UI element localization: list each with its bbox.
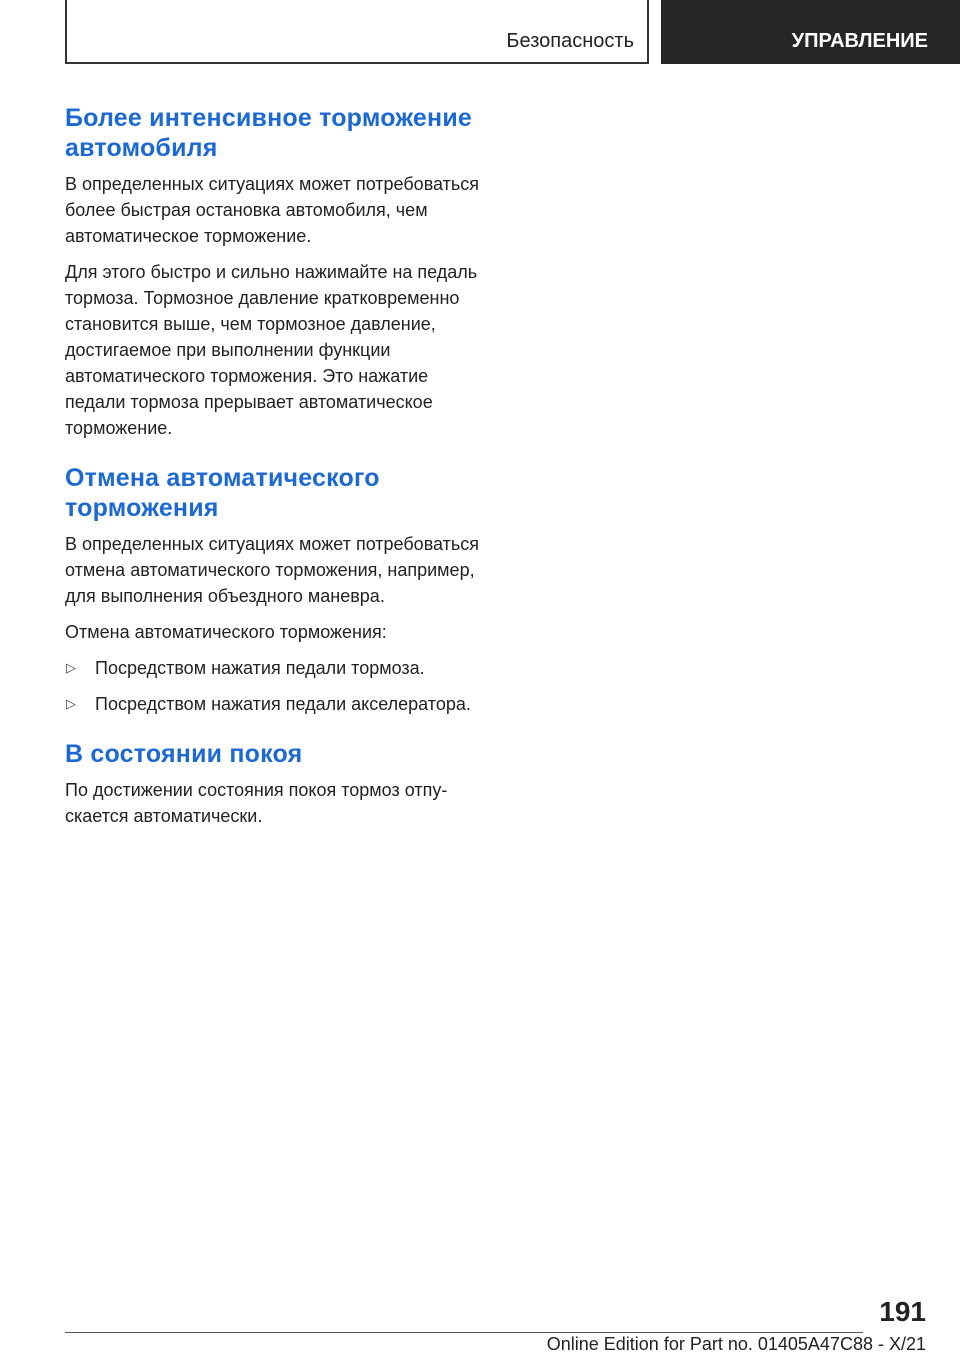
list-item (65, 655, 485, 681)
footer-divider (65, 1332, 863, 1333)
paragraph: В определенных ситуациях может потребоваться более быстрая остановка автомобиля, чем автоматическое торможение. (65, 174, 480, 246)
chapter-title: УПРАВЛЕНИЕ (791, 29, 928, 52)
bullet-list (65, 655, 485, 717)
section-standstill (65, 739, 485, 829)
edition-note: Online Edition for Part no. 01405A47C88 - X/21 (546, 1334, 926, 1354)
section-title: Безопасность (506, 30, 634, 52)
section-heading: В состоянии покоя (65, 740, 303, 768)
paragraph: По достижении состояния покоя тормоз отпускается автоматически. (65, 780, 448, 826)
paragraph: Для этого быстро и сильно нажимайте на педаль тормоза. Тормозное давление кратковременно становится выше, чем тормозное давление, достигаемое при выполнении функции автоматического торможения. Это нажатие педали тормоза прерывает автоматическое торможение. (65, 262, 478, 438)
list-item-text: Посредством нажатия педали тормоза. (95, 658, 425, 678)
triangle-bullet-icon: ▷ (66, 660, 76, 675)
section-cancel-braking (65, 463, 485, 717)
paragraph: Отмена автоматического торможения: (65, 622, 387, 642)
triangle-bullet-icon: ▷ (66, 696, 76, 711)
chapter-tab (661, 0, 960, 64)
list-item (65, 691, 485, 717)
section-heading: Более интенсивное торможение автомобиля (65, 104, 473, 162)
main-content (65, 103, 485, 851)
paragraph: В определенных ситуациях может потребоваться отмена автоматического торможения, например, для выполнения объездного маневра. (65, 534, 480, 606)
section-intensive-braking (65, 103, 485, 441)
section-heading: Отмена автоматического торможения (65, 464, 380, 522)
page-number: 191 (879, 1296, 926, 1327)
list-item-text: Посредством нажатия педали акселератора. (95, 694, 471, 714)
